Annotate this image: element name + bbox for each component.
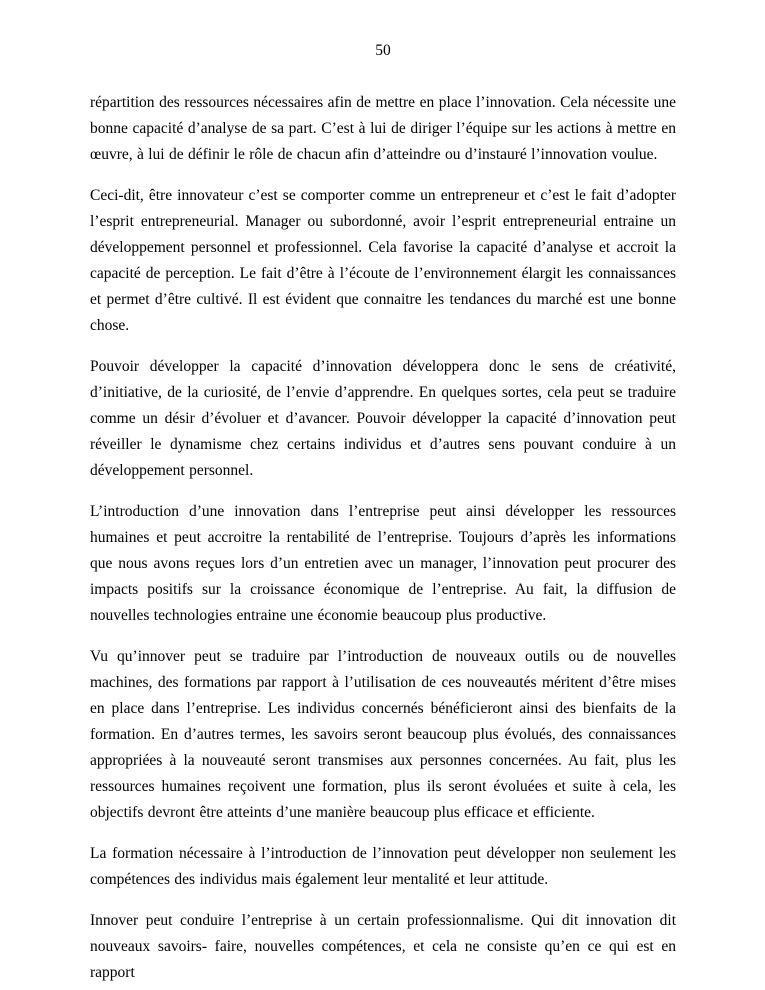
paragraph: La formation nécessaire à l’introduction de l’innovation peut développer non seulement les compétences des individus mais également leur mentalité et leur attitude. <box>90 845 676 888</box>
paragraph: Vu qu’innover peut se traduire par l’introduction de nouveaux outils ou de nouvelles machines, des formations par rapport à l’utilisation de ces nouveautés méritent d’être mises en place dans l’entreprise. Les individus concernés bénéficieront ainsi des bienfaits de la formation. En d’autres termes, les savoirs seront beaucoup plus évolués, des connaissances appropriées à la nouveauté seront transmises aux personnes concernées. Au fait, plus les ressources humaines reçoivent une formation, plus ils seront évoluées et suite à cela, les objectifs devront être atteints d’une manière beaucoup plus efficace et efficiente. <box>90 648 676 821</box>
paragraph: Pouvoir développer la capacité d’innovation développera donc le sens de créativité, d’initiative, de la curiosité, de l’envie d’apprendre. En quelques sortes, cela peut se traduire comme un désir d’évoluer et d’avancer. Pouvoir développer la capacité d’innovation peut réveiller le dynamisme chez certains individus et d’autres sens pouvant conduire à un développement personnel. <box>90 358 676 479</box>
paragraph: répartition des ressources nécessaires afin de mettre en place l’innovation. Cela nécessite une bonne capacité d’analyse de sa part. C’est à lui de diriger l’équipe sur les actions à mettre en œuvre, à lui de définir le rôle de chacun afin d’atteindre ou d’instauré l’innovation voulue. <box>90 94 676 163</box>
paragraph: Innover peut conduire l’entreprise à un certain professionnalisme. Qui dit innovation dit nouveaux savoirs- faire, nouvelles compétences, et cela ne consiste qu’en ce qui est en rapport <box>90 912 676 981</box>
paragraph: Ceci-dit, être innovateur c’est se comporter comme un entrepreneur et c’est le fait d’adopter l’esprit entrepreneurial. Manager ou subordonné, avoir l’esprit entrepreneurial entraine un développement personnel et professionnel. Cela favorise la capacité d’analyse et accroit la capacité de perception. Le fait d’être à l’écoute de l’environnement élargit les connaissances et permet d’être cultivé. Il est évident que connaitre les tendances du marché est une bonne chose. <box>90 187 676 334</box>
page-number: 50 <box>375 42 391 59</box>
paragraph: L’introduction d’une innovation dans l’entreprise peut ainsi développer les ressources humaines et peut accroitre la rentabilité de l’entreprise. Toujours d’après les informations que nous avons reçues lors d’un entretien avec un manager, l’innovation peut procurer des impacts positifs sur la croissance économique de l’entreprise. Au fait, la diffusion de nouvelles technologies entraine une économie beaucoup plus productive. <box>90 503 676 624</box>
page-content <box>90 90 676 986</box>
